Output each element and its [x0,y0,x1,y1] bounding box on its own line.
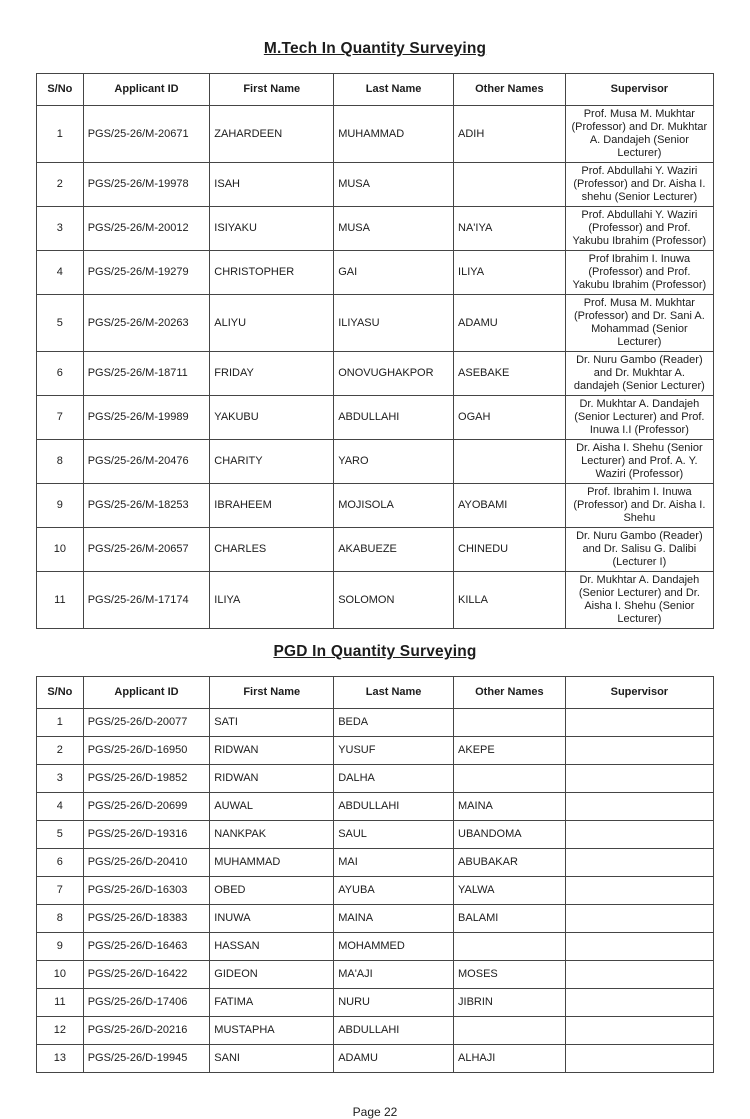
supervisor-cell [565,1045,713,1073]
last-name-cell: NURU [334,989,454,1017]
first-name-cell: SANI [210,1045,334,1073]
mtech-table-header [37,74,714,106]
serial-cell: 3 [37,207,84,251]
supervisor-cell [565,793,713,821]
supervisor-cell [565,933,713,961]
applicant-id-cell: PGS/25-26/M-19989 [83,396,210,440]
applicant-id-cell: PGS/25-26/M-18253 [83,484,210,528]
column-header: First Name [210,677,334,709]
mtech-table [36,73,714,629]
table-row [37,709,714,737]
serial-cell: 7 [37,877,84,905]
serial-cell: 5 [37,821,84,849]
applicant-id-cell: PGS/25-26/D-20077 [83,709,210,737]
table-row [37,484,714,528]
table-row [37,849,714,877]
header-row [37,74,714,106]
column-header: Other Names [454,74,566,106]
supervisor-cell [565,989,713,1017]
first-name-cell: MUSTAPHA [210,1017,334,1045]
table-row [37,821,714,849]
first-name-cell: FATIMA [210,989,334,1017]
column-header: Other Names [454,677,566,709]
serial-cell: 3 [37,765,84,793]
supervisor-cell [565,849,713,877]
serial-cell: 13 [37,1045,84,1073]
other-names-cell [454,1017,566,1045]
serial-cell: 1 [37,709,84,737]
last-name-cell: ABDULLAHI [334,793,454,821]
column-header: Last Name [334,677,454,709]
last-name-cell: AYUBA [334,877,454,905]
table-row [37,295,714,352]
first-name-cell: ISIYAKU [210,207,334,251]
last-name-cell: DALHA [334,765,454,793]
page-number: Page 22 [352,1105,398,1119]
supervisor-cell [565,961,713,989]
applicant-id-cell: PGS/25-26/M-20671 [83,106,210,163]
table-row [37,163,714,207]
last-name-cell: MOHAMMED [334,933,454,961]
applicant-id-cell: PGS/25-26/D-16303 [83,877,210,905]
column-header: S/No [37,74,84,106]
column-header: Applicant ID [83,677,210,709]
table-row [37,528,714,572]
pgd-table-title: PGD In Quantity Surveying [273,643,477,660]
column-header: Supervisor [565,74,713,106]
table-row [37,251,714,295]
applicant-id-cell: PGS/25-26/D-17406 [83,989,210,1017]
table-row [37,933,714,961]
supervisor-cell: Prof. Ibrahim I. Inuwa (Professor) and Dr. Aisha I. Shehu [565,484,713,528]
first-name-cell: ALIYU [210,295,334,352]
table-row [37,905,714,933]
last-name-cell: ADAMU [334,1045,454,1073]
supervisor-cell: Dr. Aisha I. Shehu (Senior Lecturer) and Prof. A. Y. Waziri (Professor) [565,440,713,484]
supervisor-cell: Prof. Abdullahi Y. Waziri (Professor) and Prof. Yakubu Ibrahim (Professor) [565,207,713,251]
column-header: S/No [37,677,84,709]
other-names-cell: ADAMU [454,295,566,352]
column-header: Applicant ID [83,74,210,106]
table-row [37,1045,714,1073]
other-names-cell: ABUBAKAR [454,849,566,877]
other-names-cell: KILLA [454,572,566,629]
first-name-cell: ZAHARDEEN [210,106,334,163]
first-name-cell: CHRISTOPHER [210,251,334,295]
other-names-cell: AKEPE [454,737,566,765]
supervisor-cell: Prof. Abdullahi Y. Waziri (Professor) and Dr. Aisha I. shehu (Senior Lecturer) [565,163,713,207]
serial-cell: 2 [37,163,84,207]
pgd-table-body [37,709,714,1073]
supervisor-cell [565,709,713,737]
first-name-cell: NANKPAK [210,821,334,849]
last-name-cell: SOLOMON [334,572,454,629]
first-name-cell: YAKUBU [210,396,334,440]
first-name-cell: ISAH [210,163,334,207]
serial-cell: 6 [37,352,84,396]
table-row [37,106,714,163]
last-name-cell: BEDA [334,709,454,737]
serial-cell: 7 [37,396,84,440]
last-name-cell: GAI [334,251,454,295]
last-name-cell: MUSA [334,207,454,251]
serial-cell: 12 [37,1017,84,1045]
first-name-cell: SATI [210,709,334,737]
applicant-id-cell: PGS/25-26/D-20216 [83,1017,210,1045]
applicant-id-cell: PGS/25-26/D-20410 [83,849,210,877]
last-name-cell: AKABUEZE [334,528,454,572]
applicant-id-cell: PGS/25-26/D-19945 [83,1045,210,1073]
first-name-cell: RIDWAN [210,737,334,765]
first-name-cell: IBRAHEEM [210,484,334,528]
supervisor-cell: Prof Ibrahim I. Inuwa (Professor) and Prof. Yakubu Ibrahim (Professor) [565,251,713,295]
last-name-cell: ONOVUGHAKPOR [334,352,454,396]
table-row [37,1017,714,1045]
last-name-cell: MUHAMMAD [334,106,454,163]
serial-cell: 11 [37,572,84,629]
other-names-cell: ILIYA [454,251,566,295]
applicant-id-cell: PGS/25-26/M-20263 [83,295,210,352]
table-row [37,989,714,1017]
other-names-cell: MAINA [454,793,566,821]
serial-cell: 9 [37,484,84,528]
other-names-cell: CHINEDU [454,528,566,572]
table-row [37,793,714,821]
serial-cell: 11 [37,989,84,1017]
other-names-cell: YALWA [454,877,566,905]
first-name-cell: GIDEON [210,961,334,989]
table-row [37,207,714,251]
supervisor-cell: Dr. Mukhtar A. Dandajeh (Senior Lecturer) and Prof. Inuwa I.I (Professor) [565,396,713,440]
serial-cell: 4 [37,793,84,821]
applicant-id-cell: PGS/25-26/D-18383 [83,905,210,933]
table-row [37,396,714,440]
applicant-id-cell: PGS/25-26/D-19852 [83,765,210,793]
supervisor-cell [565,737,713,765]
column-header: Last Name [334,74,454,106]
serial-cell: 8 [37,440,84,484]
applicant-id-cell: PGS/25-26/M-19279 [83,251,210,295]
first-name-cell: ILIYA [210,572,334,629]
last-name-cell: MAINA [334,905,454,933]
table-row [37,737,714,765]
applicant-id-cell: PGS/25-26/M-20657 [83,528,210,572]
pgd-table [36,676,714,1073]
first-name-cell: HASSAN [210,933,334,961]
first-name-cell: CHARITY [210,440,334,484]
other-names-cell: BALAMI [454,905,566,933]
first-name-cell: AUWAL [210,793,334,821]
supervisor-cell [565,1017,713,1045]
other-names-cell: ASEBAKE [454,352,566,396]
table-row [37,572,714,629]
serial-cell: 10 [37,961,84,989]
first-name-cell: CHARLES [210,528,334,572]
mtech-table-title: M.Tech In Quantity Surveying [263,40,487,57]
applicant-id-cell: PGS/25-26/M-17174 [83,572,210,629]
other-names-cell: MOSES [454,961,566,989]
serial-cell: 4 [37,251,84,295]
other-names-cell: JIBRIN [454,989,566,1017]
applicant-id-cell: PGS/25-26/M-20476 [83,440,210,484]
mtech-table-body [37,106,714,629]
table-row [37,440,714,484]
table-row [37,765,714,793]
applicant-id-cell: PGS/25-26/M-20012 [83,207,210,251]
first-name-cell: MUHAMMAD [210,849,334,877]
other-names-cell: AYOBAMI [454,484,566,528]
applicant-id-cell: PGS/25-26/D-16950 [83,737,210,765]
applicant-id-cell: PGS/25-26/M-19978 [83,163,210,207]
serial-cell: 1 [37,106,84,163]
supervisor-cell: Dr. Mukhtar A. Dandajeh (Senior Lecturer) and Dr. Aisha I. Shehu (Senior Lecturer) [565,572,713,629]
last-name-cell: MUSA [334,163,454,207]
supervisor-cell [565,765,713,793]
supervisor-cell: Dr. Nuru Gambo (Reader) and Dr. Mukhtar A. dandajeh (Senior Lecturer) [565,352,713,396]
serial-cell: 9 [37,933,84,961]
first-name-cell: RIDWAN [210,765,334,793]
applicant-id-cell: PGS/25-26/D-16463 [83,933,210,961]
supervisor-cell: Prof. Musa M. Mukhtar (Professor) and Dr. Sani A. Mohammad (Senior Lecturer) [565,295,713,352]
table-row [37,877,714,905]
serial-cell: 6 [37,849,84,877]
applicant-id-cell: PGS/25-26/D-16422 [83,961,210,989]
supervisor-cell: Prof. Musa M. Mukhtar (Professor) and Dr. Mukhtar A. Dandajeh (Senior Lecturer) [565,106,713,163]
other-names-cell: ADIH [454,106,566,163]
applicant-id-cell: PGS/25-26/M-18711 [83,352,210,396]
other-names-cell: OGAH [454,396,566,440]
other-names-cell [454,709,566,737]
last-name-cell: YARO [334,440,454,484]
serial-cell: 10 [37,528,84,572]
last-name-cell: ABDULLAHI [334,396,454,440]
pgd-table-header [37,677,714,709]
other-names-cell: NA'IYA [454,207,566,251]
column-header: First Name [210,74,334,106]
last-name-cell: ILIYASU [334,295,454,352]
serial-cell: 8 [37,905,84,933]
first-name-cell: OBED [210,877,334,905]
last-name-cell: SAUL [334,821,454,849]
header-row [37,677,714,709]
table-row [37,961,714,989]
applicant-id-cell: PGS/25-26/D-20699 [83,793,210,821]
applicant-id-cell: PGS/25-26/D-19316 [83,821,210,849]
column-header: Supervisor [565,677,713,709]
supervisor-cell [565,877,713,905]
other-names-cell [454,163,566,207]
first-name-cell: FRIDAY [210,352,334,396]
last-name-cell: MA'AJI [334,961,454,989]
last-name-cell: YUSUF [334,737,454,765]
last-name-cell: MAI [334,849,454,877]
last-name-cell: MOJISOLA [334,484,454,528]
serial-cell: 5 [37,295,84,352]
supervisor-cell [565,821,713,849]
first-name-cell: INUWA [210,905,334,933]
serial-cell: 2 [37,737,84,765]
last-name-cell: ABDULLAHI [334,1017,454,1045]
other-names-cell: UBANDOMA [454,821,566,849]
other-names-cell [454,933,566,961]
supervisor-cell: Dr. Nuru Gambo (Reader) and Dr. Salisu G. Dalibi (Lecturer I) [565,528,713,572]
other-names-cell [454,765,566,793]
table-row [37,352,714,396]
supervisor-cell [565,905,713,933]
other-names-cell [454,440,566,484]
other-names-cell: ALHAJI [454,1045,566,1073]
